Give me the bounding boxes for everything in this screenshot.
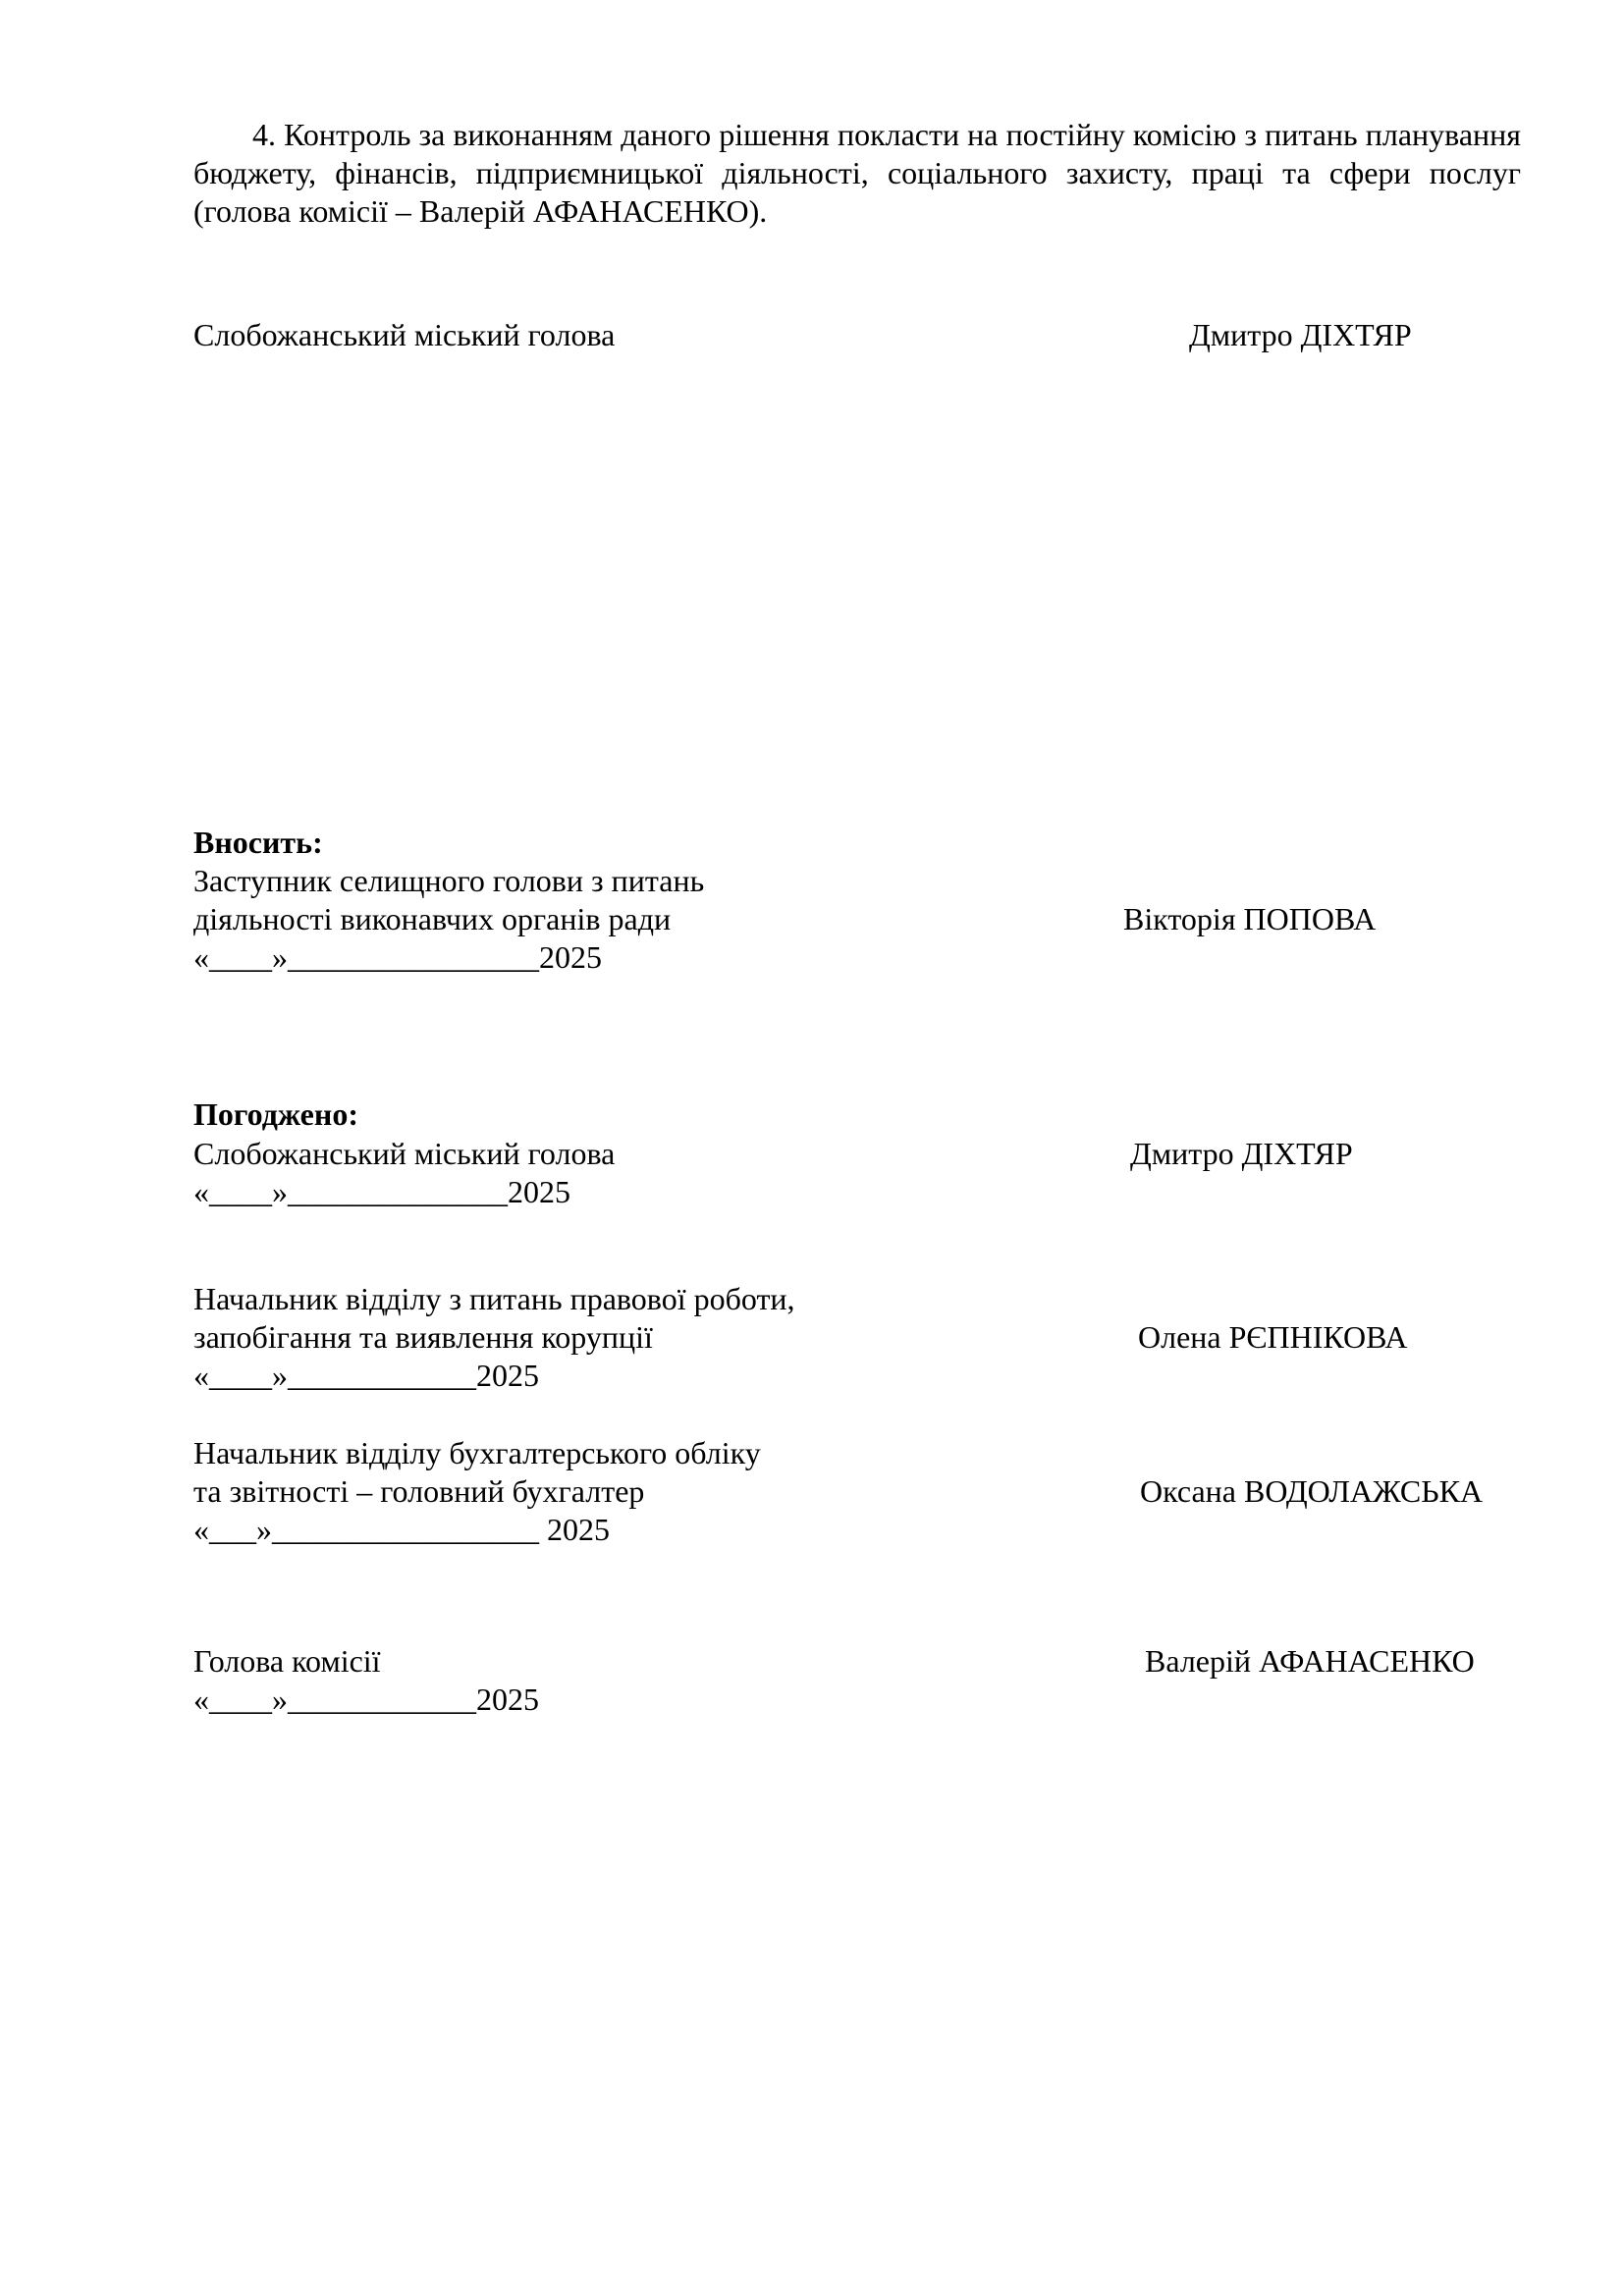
submits-position-line-1: Заступник селищного голови з питань: [193, 863, 705, 898]
approved-mayor-date: «____»______________2025: [193, 1174, 570, 1209]
accounting-date-line: «___»_________________ 2025: [193, 1512, 610, 1547]
legal-position-line-1: Начальник відділу з питань правової роботи,: [193, 1281, 795, 1316]
approved-heading: Погоджено:: [193, 1096, 358, 1132]
approved-mayor-position: Слобожанський міський голова: [193, 1136, 616, 1171]
approved-mayor-name: Дмитро ДІХТЯР: [1130, 1136, 1353, 1171]
accounting-position-line-1: Начальник відділу бухгалтерського обліку: [193, 1435, 761, 1470]
legal-name: Олена РЄПНІКОВА: [1138, 1319, 1408, 1355]
accounting-name: Оксана ВОДОЛАЖСЬКА: [1140, 1473, 1484, 1509]
commission-position: Голова комісії: [193, 1643, 381, 1679]
legal-date-line: «____»____________2025: [193, 1358, 539, 1393]
head-sign-position: Слобожанський міський голова: [193, 317, 616, 352]
submits-position-line-2: діяльності виконавчих органів ради: [193, 901, 672, 936]
submits-heading: Вносить:: [193, 825, 323, 860]
head-sign-name: Дмитро ДІХТЯР: [1189, 317, 1412, 352]
legal-position-line-2: запобігання та виявлення корупції: [193, 1319, 653, 1355]
commission-name: Валерій АФАНАСЕНКО: [1145, 1643, 1475, 1679]
accounting-position-line-2: та звітності – головний бухгалтер: [193, 1473, 645, 1509]
submits-name: Вікторія ПОПОВА: [1123, 901, 1377, 936]
control-paragraph: 4. Контроль за виконанням даного рішення покласти на постійну комісію з питань планування бюджету, фінансів, підприємницької діяльності, соціального захисту, праці та сфери послуг (голова комісії – Валерій АФАНАСЕНКО).: [193, 117, 1521, 229]
submits-date-line: «____»________________2025: [193, 939, 602, 975]
commission-date-line: «____»____________2025: [193, 1682, 539, 1717]
